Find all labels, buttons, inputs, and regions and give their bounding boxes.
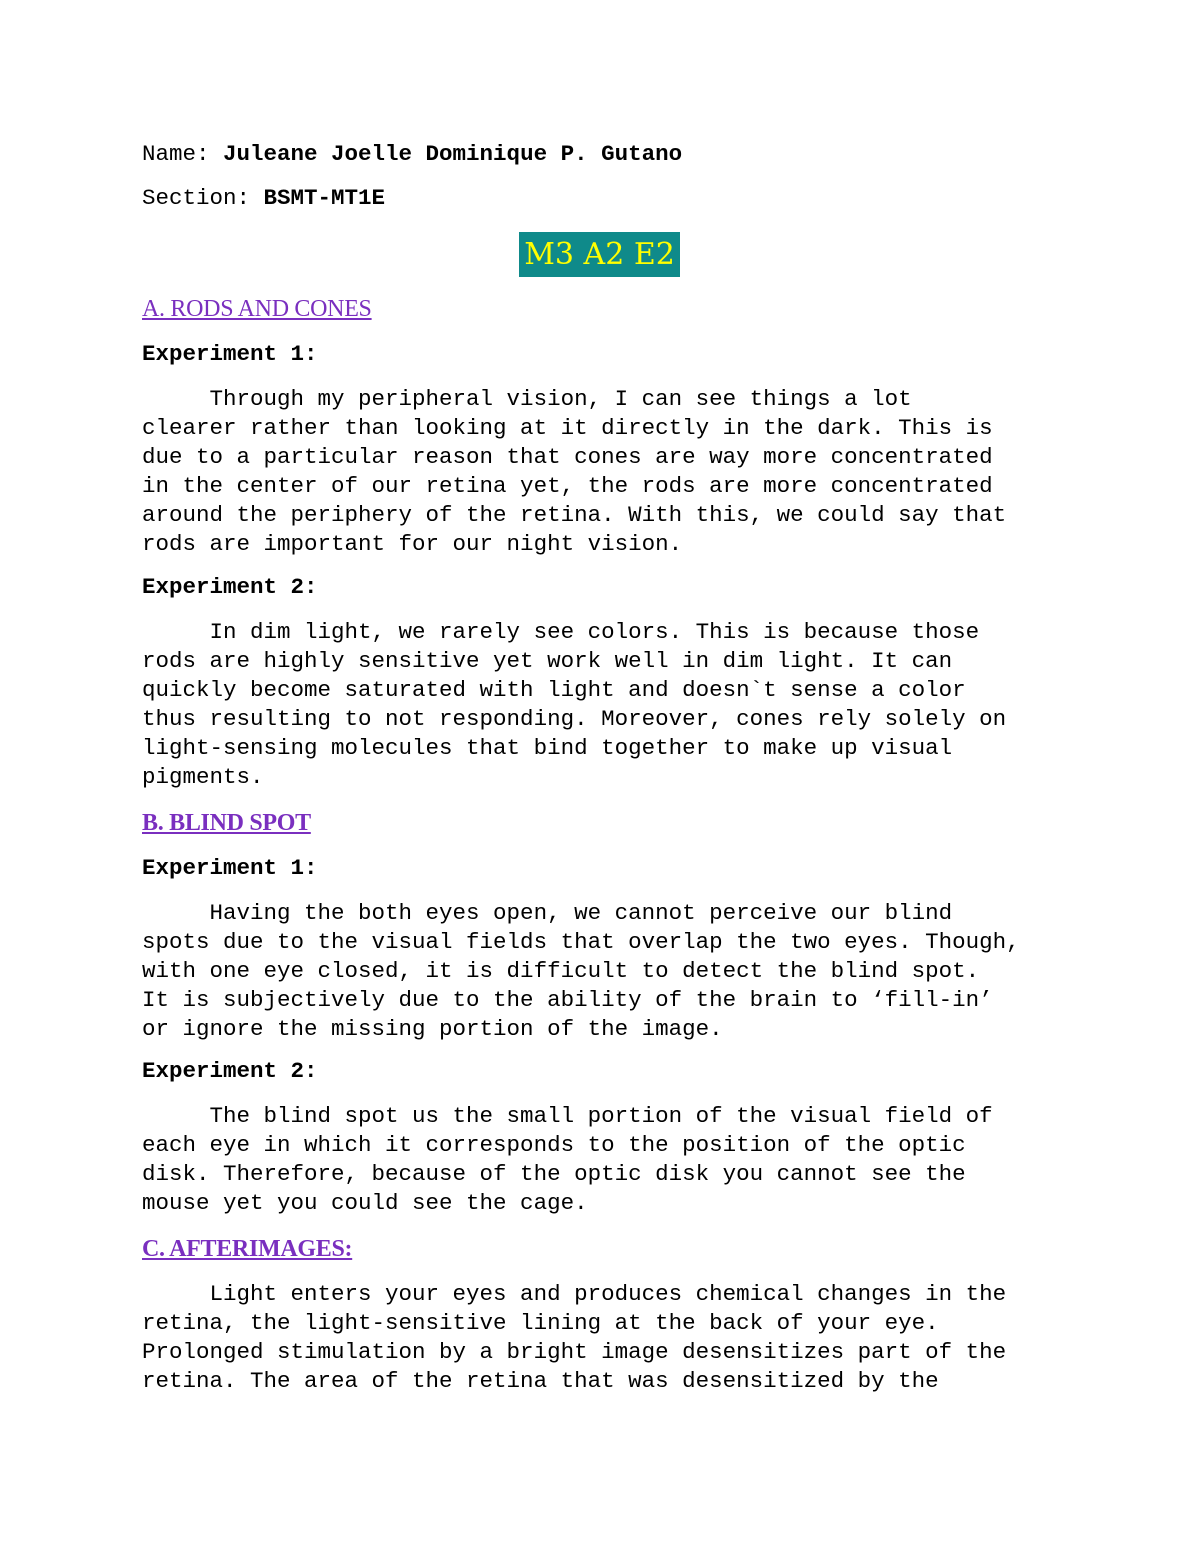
experiment-label: Experiment 1: xyxy=(142,341,318,367)
paragraph-line: due to a particular reason that cones are way more concentrated xyxy=(142,444,993,470)
paragraph-rods-cones-exp2 xyxy=(142,618,1102,792)
paragraph-line: Light enters your eyes and produces chemical changes in the xyxy=(142,1281,1007,1307)
paragraph-line: spots due to the visual fields that overlap the two eyes. Though, xyxy=(142,929,1020,955)
paragraph-afterimages xyxy=(142,1280,1102,1396)
section-value: BSMT-MT1E xyxy=(263,185,386,211)
paragraph-rods-cones-exp1 xyxy=(142,385,1102,559)
experiment-label: Experiment 1: xyxy=(142,855,318,881)
heading-blind-spot: B. BLIND SPOT xyxy=(142,810,311,836)
experiment-label: Experiment 2: xyxy=(142,1058,318,1084)
paragraph-line: light-sensing molecules that bind together to make up visual xyxy=(142,735,953,761)
paragraph-line: around the periphery of the retina. With this, we could say that xyxy=(142,502,1007,528)
paragraph-line: clearer rather than looking at it directly in the dark. This is xyxy=(142,415,993,441)
paragraph-line: in the center of our retina yet, the rods are more concentrated xyxy=(142,473,993,499)
section-label: Section: xyxy=(142,185,264,211)
paragraph-line: Through my peripheral vision, I can see things a lot xyxy=(142,386,912,412)
paragraph-line: rods are important for our night vision. xyxy=(142,531,683,557)
paragraph-blind-spot-exp1 xyxy=(142,899,1102,1044)
paragraph-line: rods are highly sensitive yet work well in dim light. It can xyxy=(142,648,953,674)
paragraph-line: thus resulting to not responding. Moreover, cones rely solely on xyxy=(142,706,1007,732)
heading-afterimages: C. AFTERIMAGES: xyxy=(142,1236,353,1262)
student-name: Juleane Joelle Dominique P. Gutano xyxy=(223,141,683,167)
paragraph-line: The blind spot us the small portion of the visual field of xyxy=(142,1103,993,1129)
paragraph-line: In dim light, we rarely see colors. This is because those xyxy=(142,619,980,645)
name-line xyxy=(142,140,682,168)
paragraph-line: Having the both eyes open, we cannot perceive our blind xyxy=(142,900,953,926)
paragraph-line: It is subjectively due to the ability of the brain to ‘fill-in’ xyxy=(142,987,993,1013)
name-label: Name: xyxy=(142,141,224,167)
paragraph-blind-spot-exp2 xyxy=(142,1102,1102,1218)
paragraph-line: quickly become saturated with light and doesn`t sense a color xyxy=(142,677,966,703)
paragraph-line: or ignore the missing portion of the image. xyxy=(142,1016,723,1042)
section-line xyxy=(142,184,385,212)
paragraph-line: mouse yet you could see the cage. xyxy=(142,1190,588,1216)
paragraph-line: retina, the light-sensitive lining at the back of your eye. xyxy=(142,1310,939,1336)
paragraph-line: with one eye closed, it is difficult to detect the blind spot. xyxy=(142,958,980,984)
paragraph-line: Prolonged stimulation by a bright image desensitizes part of the xyxy=(142,1339,1007,1365)
paragraph-line: pigments. xyxy=(142,764,264,790)
paragraph-line: retina. The area of the retina that was desensitized by the xyxy=(142,1368,939,1394)
paragraph-line: disk. Therefore, because of the optic disk you cannot see the xyxy=(142,1161,966,1187)
heading-rods-and-cones: A. RODS AND CONES xyxy=(142,296,372,322)
experiment-label: Experiment 2: xyxy=(142,574,318,600)
paragraph-line: each eye in which it corresponds to the position of the optic xyxy=(142,1132,966,1158)
document-title: M3 A2 E2 xyxy=(519,232,680,277)
